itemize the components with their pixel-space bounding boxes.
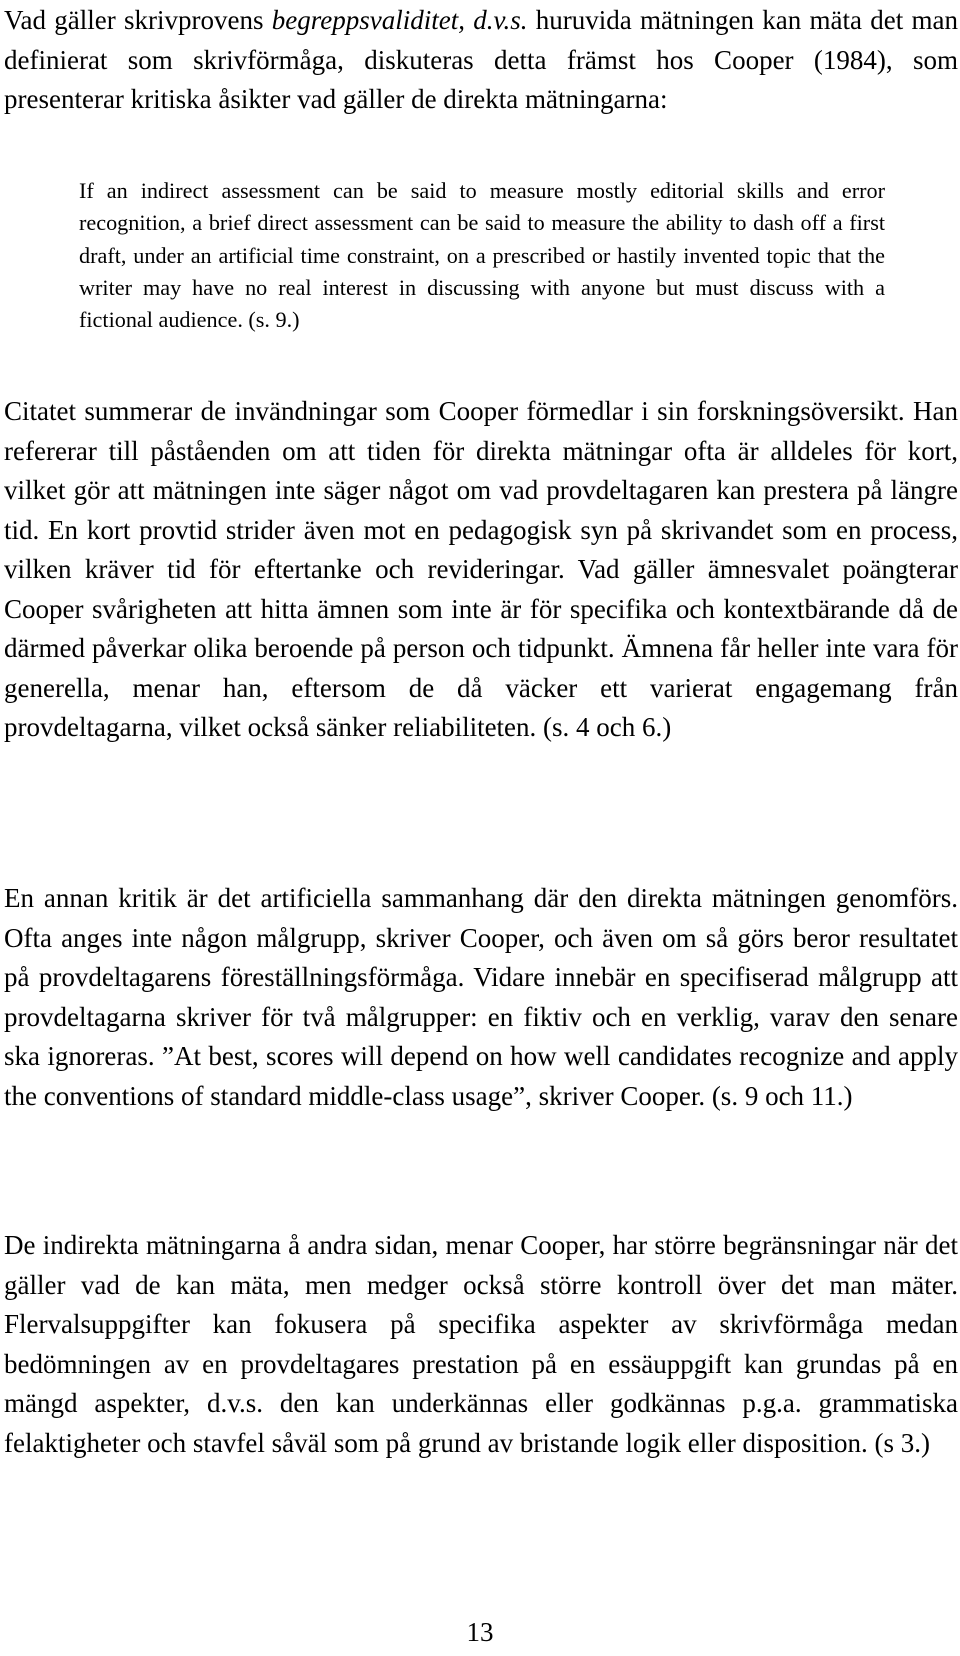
intro-paragraph <box>4 1 958 120</box>
paragraph-indirect-measures: De indirekta mätningarna å andra sidan, menar Cooper, har större begränsningar när det gäller vad de kan mäta, men medger också större kontroll över det man mäter. Flervalsuppgifter kan fokusera på specifika aspekter av skrivförmåga medan bedömningen av en provdeltagares prestation på en essäuppgift kan grundas på en mängd aspekter, d.v.s. den kan underkännas eller godkännas p.g.a. grammatiska felaktigheter och stavfel såväl som på grund av bristande logik eller disposition. (s 3.) <box>4 1230 958 1458</box>
intro-emphasis: begreppsvaliditet, d.v.s. <box>271 5 528 35</box>
intro-text-before: Vad gäller skrivprovens <box>4 5 272 35</box>
paragraph-citation-summary: Citatet summerar de invändningar som Cooper förmedlar i sin forskningsöversikt. Han refererar till påståenden om att tiden för direkta mätningar ofta är alldeles för kort, vilket gör att mätningen inte säger något om vad provdeltagaren kan prestera på längre tid. En kort provtid strider även mot en pedagogisk syn på skrivandet som en process, vilken kräver tid för eftertanke och revideringar. Vad gäller ämnesvalet poängterar Cooper svårigheten att hitta ämnen som inte är för specifika och kontextbärande då de därmed påverkar olika beroende på person och tidpunkt. Ämnena får heller inte vara för generella, menar han, eftersom de då väcker ett varierat engagemang från provdeltagarna, vilket också sänker reliabiliteten. (s. 4 och 6.) <box>4 396 958 742</box>
page-number: 13 <box>466 1617 494 1647</box>
intro-text-after: huruvida mätningen kan mäta det man definierat som skrivförmåga, diskuteras detta främst hos Cooper (1984), som presenterar kritiska åsikter vad gäller de direkta mätningarna: <box>4 5 958 114</box>
paragraph-artificial-context: En annan kritik är det artificiella sammanhang där den direkta mätningen genomförs. Ofta anges inte någon målgrupp, skriver Cooper, och även om så görs beror resultatet på provdeltagarens föreställningsförmåga. Vidare innebär en specifiserad målgrupp att provdeltagarna skriver för två målgrupper: en fiktiv och en verklig, varav den senare ska ignoreras. ”At best, scores will depend on how well candidates recognize and apply the conventions of standard middle-class usage”, skriver Cooper. (s. 9 och 11.) <box>4 883 958 1111</box>
block-quote: If an indirect assessment can be said to measure mostly editorial skills and error recognition, a brief direct assessment can be said to measure the ability to dash off a first draft, under an artificial time constraint, on a prescribed or hastily invented topic that the writer may have no real interest in discussing with anyone but must discuss with a fictional audience. (s. 9.) <box>79 178 885 333</box>
